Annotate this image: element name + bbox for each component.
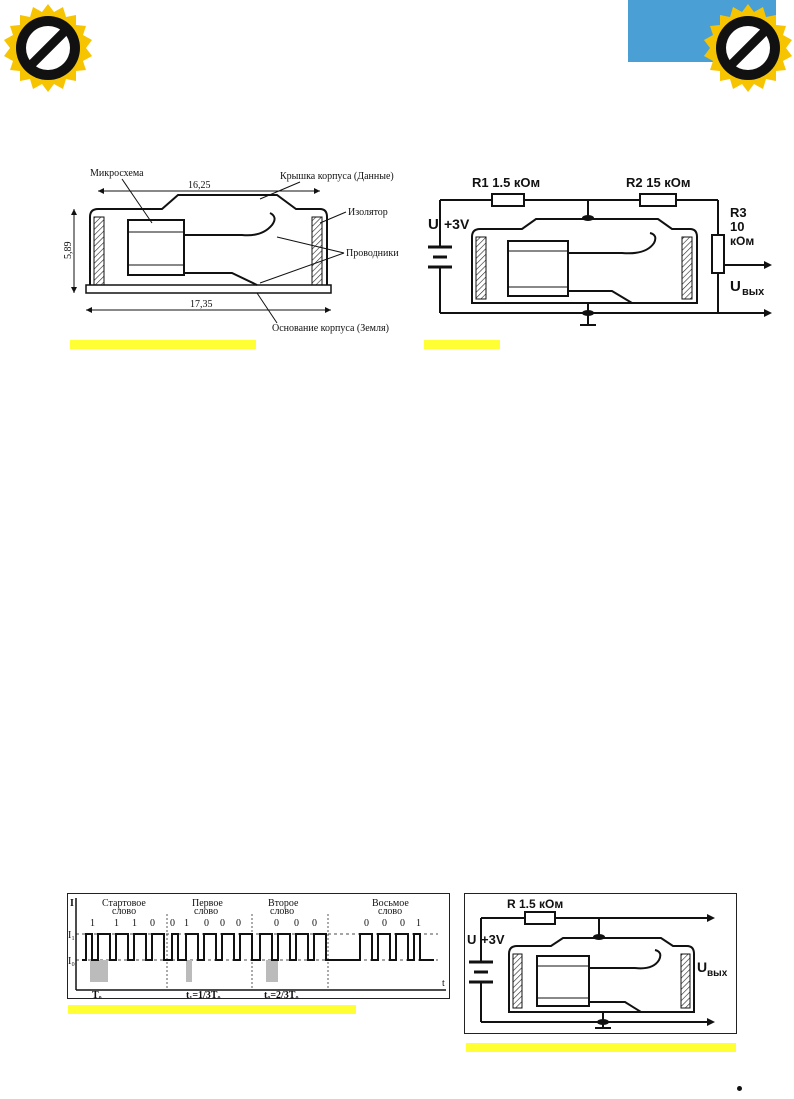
- level-i1-label: I₁: [68, 930, 75, 941]
- word-eighth-subtitle: слово: [378, 906, 403, 917]
- uout-sub-label: вых: [707, 968, 728, 979]
- word-second-subtitle: слово: [270, 906, 295, 917]
- voltage-value-label: +3V: [481, 932, 505, 947]
- page-marker-dot: [737, 1086, 742, 1091]
- t1-label: t₁=1/3T₀: [186, 990, 221, 998]
- chip-label: Микросхема: [90, 168, 144, 179]
- measurement-circuit-figure: [422, 165, 780, 337]
- uout-label: U: [697, 959, 708, 975]
- prohibition-badge-right: [700, 0, 794, 96]
- voltage-u-label: U: [428, 216, 439, 233]
- timing-diagram: [68, 894, 449, 998]
- bit: 0: [236, 918, 241, 929]
- dim-bottom-label: 17,35: [190, 299, 213, 310]
- simple-circuit-frame: [464, 893, 737, 1034]
- bit: 0: [364, 918, 369, 929]
- r3-unit-label: кОм: [730, 234, 755, 248]
- uout-label: U: [730, 278, 741, 295]
- uout-sub-label: вых: [742, 286, 765, 298]
- axis-x-label: t: [442, 978, 445, 989]
- base-label: Основание корпуса (Земля): [272, 323, 389, 334]
- bit: 0: [294, 918, 299, 929]
- r3-name-label: R3: [730, 205, 747, 220]
- word-first-subtitle: слово: [194, 906, 219, 917]
- ibutton-construction-figure: [62, 165, 422, 337]
- caption-highlight-fig3: [68, 1005, 356, 1014]
- r1-label: R1 1.5 кОм: [472, 175, 541, 190]
- bit: 0: [400, 918, 405, 929]
- voltage-u-label: U: [467, 932, 477, 947]
- simple-circuit: [465, 894, 736, 1033]
- word-start-subtitle: слово: [112, 906, 137, 917]
- bit: 1: [114, 918, 119, 929]
- bit: 0: [204, 918, 209, 929]
- timing-diagram-frame: [67, 893, 450, 999]
- caption-highlight-fig2: [424, 340, 500, 349]
- bit: 0: [312, 918, 317, 929]
- bit: 0: [150, 918, 155, 929]
- r-label: R 1.5 кОм: [507, 897, 564, 911]
- bit: 0: [382, 918, 387, 929]
- bit: 0: [220, 918, 225, 929]
- bit: 1: [416, 918, 421, 929]
- word-start-title: Стартовое: [102, 898, 146, 909]
- r2-label: R2 15 кОм: [626, 175, 691, 190]
- bit: 1: [90, 918, 95, 929]
- prohibition-icon: [704, 4, 792, 92]
- caption-highlight-fig4: [466, 1043, 736, 1052]
- insulator-label: Изолятор: [348, 207, 388, 218]
- axis-y-label: I: [70, 898, 74, 909]
- t0-label: T₀: [92, 990, 102, 998]
- bit: 0: [170, 918, 175, 929]
- lid-label: Крышка корпуса (Данные): [280, 171, 394, 182]
- dim-top-label: 16,25: [188, 180, 211, 191]
- voltage-value-label: +3V: [444, 216, 470, 232]
- bit: 1: [184, 918, 189, 929]
- r3-value-label: 10: [730, 219, 745, 234]
- caption-highlight-fig1: [70, 340, 256, 349]
- t2-label: t₀=2/3T₀: [264, 990, 299, 998]
- conductors-label: Проводники: [346, 248, 399, 259]
- word-first-title: Первое: [192, 898, 223, 909]
- prohibition-icon: [4, 4, 92, 92]
- word-second-title: Второе: [268, 898, 299, 909]
- dim-height-label: 5,89: [63, 241, 74, 259]
- prohibition-badge-left: [0, 0, 96, 96]
- bit: 1: [132, 918, 137, 929]
- bit: 0: [274, 918, 279, 929]
- level-i0-label: I₀: [68, 956, 75, 967]
- word-eighth-title: Восьмое: [372, 898, 409, 909]
